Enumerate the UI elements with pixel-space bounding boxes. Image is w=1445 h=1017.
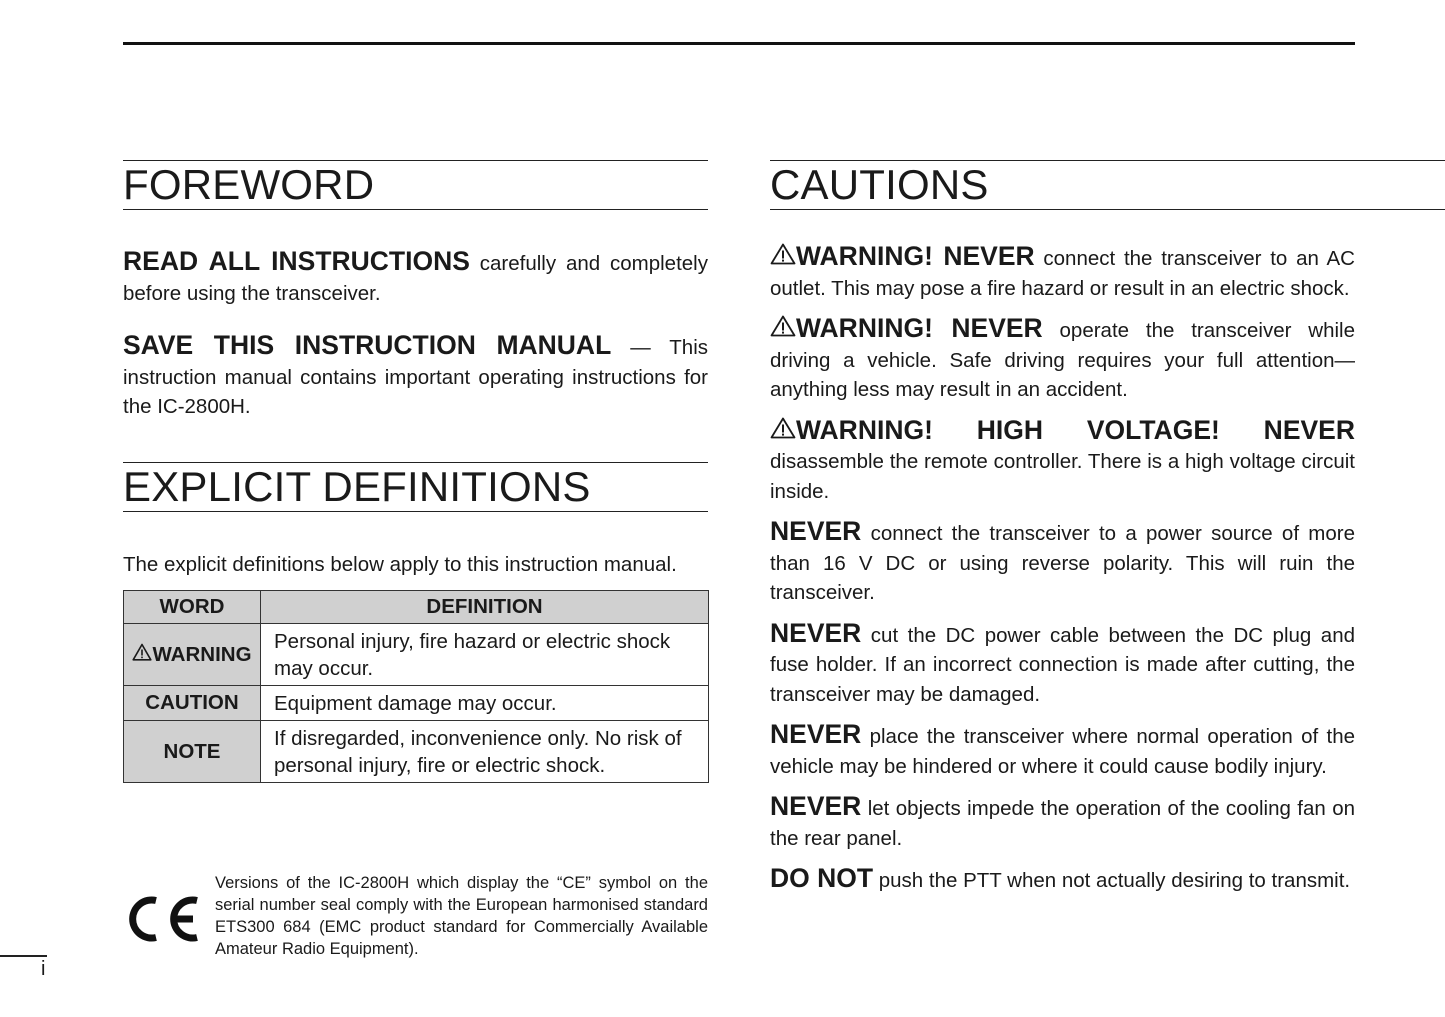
warning-triangle-icon [770,315,796,337]
save-manual-text: — This instruction manual contains important operating instructions for the IC-2800H. [123,336,708,418]
caution-item-text: operate the transceiver while driving a vehicle. Safe driving requires your full attention—anything less may result in an accident. [770,319,1355,401]
caution-item-text: connect the transceiver to a power source of more than 16 V DC or using reverse polarity. This will ruin the transceiver. [770,522,1355,604]
word-cell [124,624,261,686]
caution-item [770,864,1355,896]
word-cell: CAUTION [124,686,261,721]
page-number-rule [0,955,47,957]
read-all-instructions-bold: READ ALL INSTRUCTIONS [123,246,470,276]
caution-item [770,416,1355,507]
ce-notice-text: Versions of the IC-2800H which display the “CE” symbol on the serial number seal comply with the European harmonised standard ETS300 684 (EMC product standard for Commercially Available Amateur Radio Equipment). [215,874,708,958]
definition-cell: Personal injury, fire hazard or electric shock may occur. [261,624,709,686]
definition-cell: If disregarded, inconvenience only. No risk of personal injury, fire or electric shock. [261,721,709,783]
caution-item [770,720,1355,781]
definition-cell: Equipment damage may occur. [261,686,709,721]
caution-item [770,792,1355,853]
right-column [770,160,1355,907]
page-number: i [41,958,46,980]
table-row [124,686,709,721]
word-cell: NOTE [124,721,261,783]
save-manual-bold: SAVE THIS INSTRUCTION MANUAL [123,330,612,360]
caution-item-bold: NEVER [770,617,862,648]
caution-item-bold: NEVER [770,719,862,749]
explicit-definitions-heading: EXPLICIT DEFINITIONS [123,462,708,512]
top-rule [123,42,1355,45]
warning-triangle-icon [770,243,796,265]
caution-item [770,619,1355,710]
word-column-header: WORD [124,591,261,624]
caution-item-bold: WARNING! NEVER [796,313,1043,343]
caution-item-bold: NEVER [770,516,862,546]
caution-item-bold: WARNING! NEVER [796,241,1035,271]
definition-column-header: DEFINITION [261,591,709,624]
read-all-instructions-text: carefully and completely before using the transceiver. [123,252,708,305]
caution-item-bold: NEVER [770,791,862,821]
cautions-heading: CAUTIONS [770,160,1445,210]
caution-item-text: cut the DC power cable between the DC plug and fuse holder. If an incorrect connection is made after cutting, the transceiver may be damaged. [770,623,1355,706]
caution-item-text: connect the transceiver to an AC outlet. This may pose a fire hazard or result in an electric shock. [770,247,1355,300]
caution-item-text: place the transceiver where normal operation of the vehicle may be hindered or where it could cause bodily injury. [770,725,1355,778]
warning-triangle-icon [132,643,152,661]
caution-item [770,517,1355,608]
caution-item-text: let objects impede the operation of the cooling fan on the rear panel. [770,797,1355,850]
foreword-save-paragraph [123,331,708,422]
word-warning: WARNING [152,642,252,666]
caution-item-text: push the PTT when not actually desiring to transmit. [873,869,1351,892]
caution-item-bold: WARNING! HIGH VOLTAGE! NEVER [796,414,1355,445]
ce-mark-icon [123,894,201,944]
foreword-read-paragraph [123,247,708,308]
table-row [124,721,709,783]
definitions-table [123,590,709,783]
caution-item-text: disassemble the remote controller. There is a high voltage circuit inside. [770,450,1355,503]
left-column [123,160,708,783]
caution-item-bold: DO NOT [770,863,874,893]
caution-item [770,242,1355,303]
table-row [124,624,709,686]
definitions-intro: The explicit definitions below apply to this instruction manual. [123,552,677,576]
ce-notice [123,872,708,962]
foreword-heading: FOREWORD [123,160,708,210]
caution-item [770,314,1355,405]
table-header-row [124,591,709,624]
warning-triangle-icon [770,417,796,439]
